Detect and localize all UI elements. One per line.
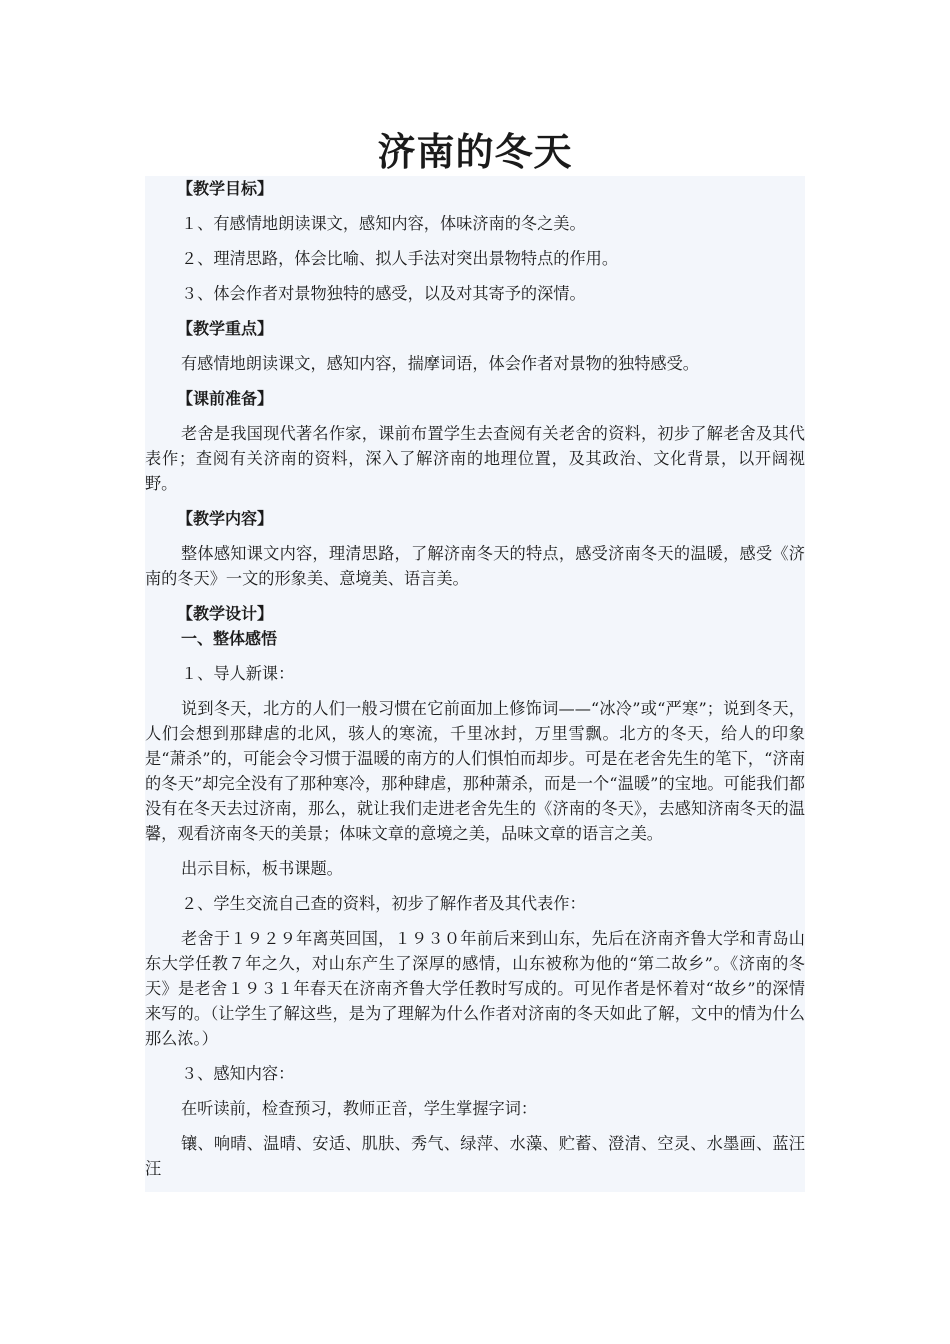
paragraph-objective-3: ３、体会作者对景物独特的感受，以及对其寄予的深情。	[181, 284, 586, 303]
section-heading-content: 【教学内容】	[177, 509, 274, 528]
document-body	[145, 176, 805, 1192]
section-heading-design: 【教学设计】	[177, 604, 274, 623]
paragraph-key-points: 有感情地朗读课文，感知内容，揣摩词语，体会作者对景物的独特感受。	[181, 354, 699, 373]
paragraph-step-2: ２、学生交流自己查的资料，初步了解作者及其代表作：	[181, 894, 586, 913]
paragraph-objective-2: ２、理清思路，体会比喻、拟人手法对突出景物特点的作用。	[181, 249, 619, 268]
section-heading-key-points: 【教学重点】	[177, 319, 274, 338]
subheading-overall-perception: 一、整体感悟	[181, 629, 278, 648]
section-heading-preparation: 【课前准备】	[177, 389, 274, 408]
paragraph-content: 整体感知课文内容，理清思路，了解济南冬天的特点，感受济南冬天的温暖，感受《济南的冬天》一文的形象美、意境美、语言美。	[145, 544, 805, 588]
paragraph-preparation: 老舍是我国现代著名作家，课前布置学生去查阅有关老舍的资料，初步了解老舍及其代表作；查阅有关济南的资料，深入了解济南的地理位置，及其政治、文化背景，以开阔视野。	[145, 424, 805, 493]
paragraph-vocabulary: 镶、响晴、温晴、安适、肌肤、秀气、绿萍、水藻、贮蓄、澄清、空灵、水墨画、蓝汪汪	[145, 1134, 805, 1178]
paragraph-preview-check: 在听读前，检查预习，教师正音，学生掌握字词：	[181, 1099, 538, 1118]
paragraph-objective-1: １、有感情地朗读课文，感知内容，体味济南的冬之美。	[181, 214, 586, 233]
paragraph-show-goals: 出示目标，板书课题。	[181, 859, 343, 878]
paragraph-step-3: ３、感知内容：	[181, 1064, 295, 1083]
document-title: 济南的冬天	[377, 129, 573, 174]
paragraph-step-1: １、导人新课：	[181, 664, 295, 683]
section-heading-objectives: 【教学目标】	[177, 179, 274, 198]
paragraph-author-background: 老舍于１９２９年离英回国，１９３０年前后来到山东，先后在济南齐鲁大学和青岛山东大学任教７年之久，对山东产生了深厚的感情，山东被称为他的“第二故乡”。《济南的冬天》是老舍１９３１年春天在济南齐鲁大学任教时写成的。可见作者是怀着对“故乡”的深情来写的。（让学生了解这些，是为了理解为什么作者对济南的冬天如此了解，文中的情为什么那么浓。）	[145, 929, 805, 1048]
paragraph-introduction: 说到冬天，北方的人们一般习惯在它前面加上修饰词——“冰冷”或“严寒”；说到冬天，人们会想到那肆虐的北风，骇人的寒流，千里冰封，万里雪飘。北方的冬天，给人的印象是“萧杀”的，可能会令习惯于温暖的南方的人们惧怕而却步。可是在老舍先生的笔下，“济南的冬天”却完全没有了那种寒冷，那种肆虐，那种萧杀，而是一个“温暖”的宝地。可能我们都没有在冬天去过济南，那么，就让我们走进老舍先生的《济南的冬天》，去感知济南冬天的温馨，观看济南冬天的美景；体味文章的意境之美，品味文章的语言之美。	[145, 699, 805, 843]
